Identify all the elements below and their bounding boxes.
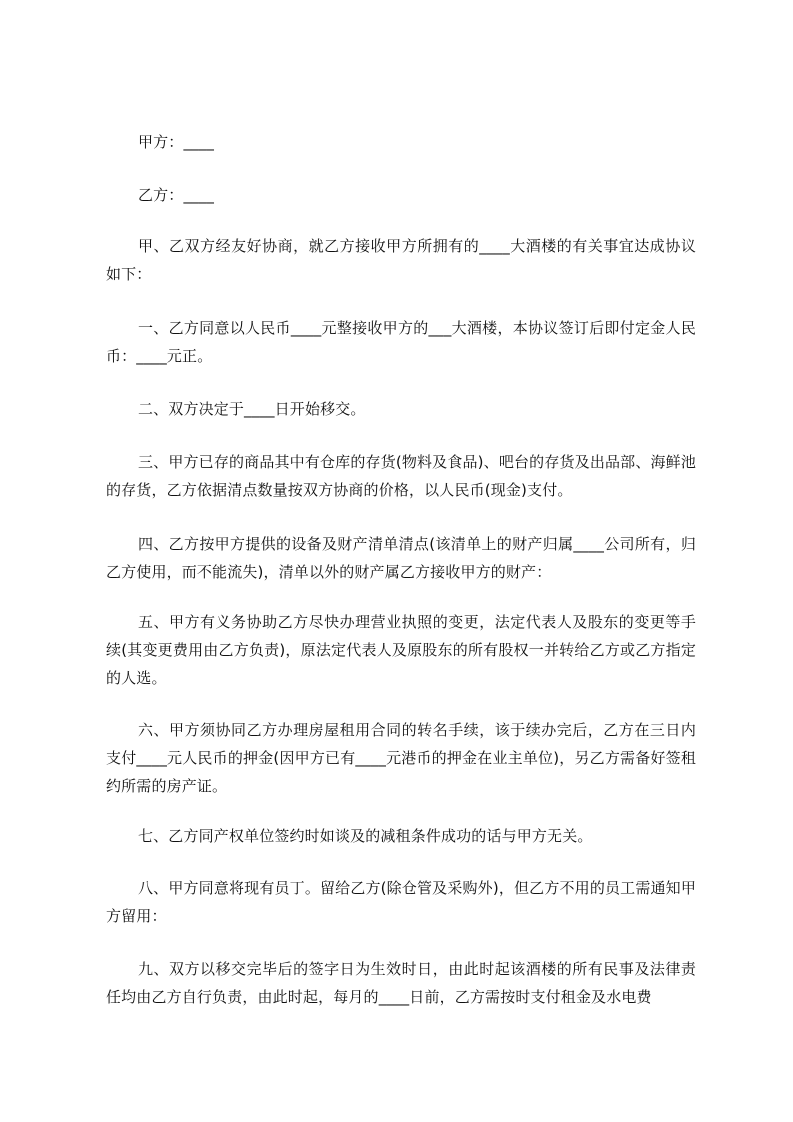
clause-8: 八、甲方同意将现有员丁。留给乙方(除仓管及采购外)，但乙方不用的员工需通知甲方留用： (106, 879, 696, 925)
clause-2: 二、双方决定于____日开始移交。 (138, 400, 366, 418)
clause-7: 七、乙方同产权单位签约时如谈及的减租条件成功的话与甲方无关。 (138, 827, 593, 845)
clause-9: 九、双方以移交完毕后的签字日为生效时日，由此时起该酒楼的所有民事及法律责任均由乙方自行负责，由此时起，每月的____日前，乙方需按时支付租金及水电费 (106, 960, 696, 1006)
party-b-line: 乙方：____ (138, 186, 215, 204)
clause-3: 三、甲方已存的商品其中有仓库的存货(物料及食品)、吧台的存货及出品部、海鲜池的存货，乙方依据清点数量按双方协商的价格，以人民币(现金)支付。 (106, 453, 696, 499)
clause-4: 四、乙方按甲方提供的设备及财产清单清点(该清单上的财产归属____公司所有，归乙方使用，而不能流失)，清单以外的财产属乙方接收甲方的财产： (106, 535, 696, 581)
clause-5: 五、甲方有义务协助乙方尽快办理营业执照的变更，法定代表人及股东的变更等手续(其变更费用由乙方负责)，原法定代表人及原股东的所有股权一并转给乙方或乙方指定的人选。 (106, 613, 696, 687)
clause-6: 六、甲方须协同乙方办理房屋租用合同的转名手续，该于续办完后，乙方在三日内支付____元人民币的押金(因甲方已有____元港币的押金在业主单位)，另乙方需备好签租约所需的房产证。 (106, 721, 696, 795)
intro-paragraph: 甲、乙双方经友好协商，就乙方接收甲方所拥有的____大酒楼的有关事宜达成协议如下： (106, 237, 696, 283)
clause-1: 一、乙方同意以人民币____元整接收甲方的___大酒楼，本协议签订后即付定金人民币：____元正。 (106, 319, 696, 365)
party-a-line: 甲方：____ (138, 133, 215, 151)
